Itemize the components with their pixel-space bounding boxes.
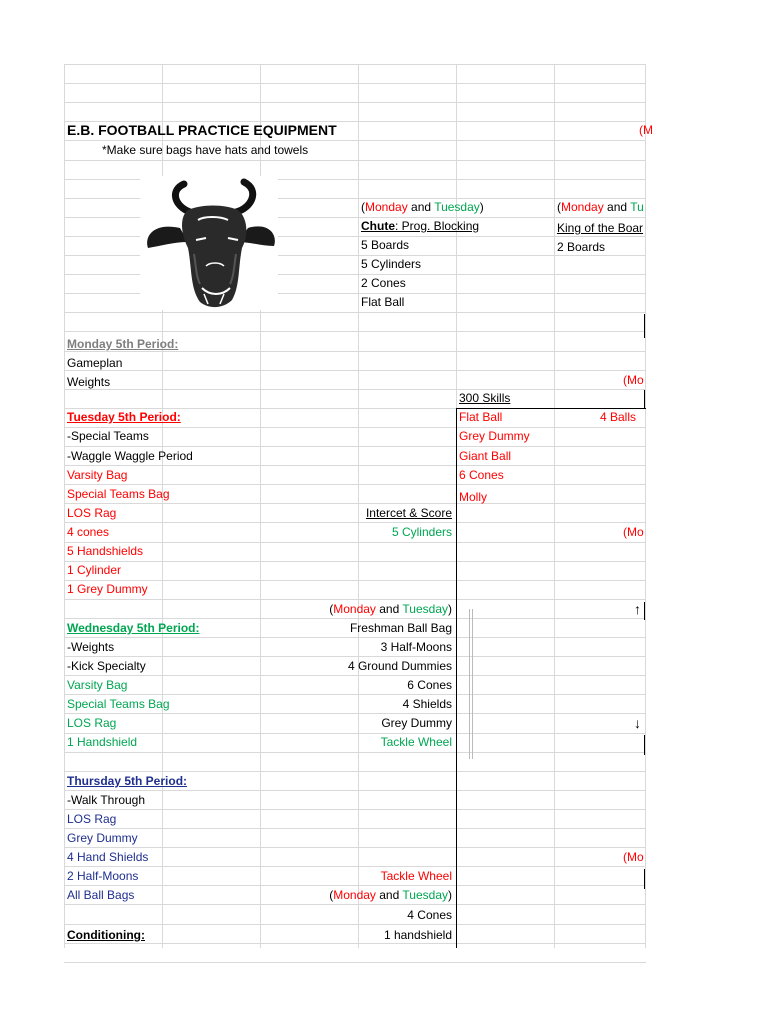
grid-col-line	[358, 64, 359, 948]
grid-row-line	[64, 389, 646, 390]
thursday-side-item: Tackle Wheel	[380, 869, 452, 883]
border-line	[472, 609, 473, 759]
grid-col-line	[64, 64, 65, 948]
freshman-item: 4 Shields	[402, 697, 452, 711]
freshman-days: (Monday and Tuesday)	[329, 602, 452, 616]
king-item: 2 Boards	[557, 240, 606, 254]
wednesday-item: LOS Rag	[67, 716, 117, 730]
border-line	[644, 735, 645, 755]
border-line	[644, 314, 645, 338]
wednesday-item: Special Teams Bag	[67, 697, 170, 711]
grid-row-line	[64, 866, 646, 867]
border-line	[644, 869, 645, 889]
grid-row-line	[64, 904, 646, 905]
tuesday-item: Varsity Bag	[67, 468, 128, 482]
chute-item: 5 Boards	[361, 238, 410, 252]
wednesday-item: Varsity Bag	[67, 678, 128, 692]
grid-row-line	[64, 943, 646, 944]
mo-fragment: (Mo	[623, 373, 644, 387]
wednesday-item: -Kick Specialty	[67, 659, 146, 673]
grid-row-line	[64, 962, 646, 963]
grid-row-line	[64, 522, 646, 523]
grid-row-line	[64, 847, 646, 848]
chute-item: 5 Cylinders	[361, 257, 422, 271]
king-days: (Monday and Tu	[557, 200, 644, 214]
freshman-item: Tackle Wheel	[380, 735, 452, 749]
grid-col-line	[554, 64, 555, 948]
border-line	[469, 609, 470, 759]
king-header: King of the Boar	[557, 221, 644, 235]
skills-item: Molly	[459, 490, 488, 504]
skills-header: 300 Skills	[459, 391, 511, 405]
tuesday-item: 4 cones	[67, 525, 110, 539]
grid-row-line	[64, 694, 646, 695]
bull-logo	[140, 176, 278, 310]
monday-item: Weights	[67, 375, 111, 389]
grid-row-line	[64, 713, 646, 714]
grid-row-line	[64, 465, 646, 466]
tuesday-item: -Special Teams	[67, 429, 149, 443]
wednesday-item: -Weights	[67, 640, 115, 654]
thursday-side-days: (Monday and Tuesday)	[329, 888, 452, 902]
skills-item: Grey Dummy	[459, 429, 530, 443]
thursday-header: Thursday 5th Period:	[67, 774, 188, 788]
grid-row-line	[64, 140, 646, 141]
grid-row-line	[64, 599, 646, 600]
tuesday-item: -Waggle Waggle Period	[67, 449, 193, 463]
grid-row-line	[64, 924, 646, 925]
chute-item: Flat Ball	[361, 295, 405, 309]
wednesday-item: 1 Handshield	[67, 735, 138, 749]
border-line	[456, 408, 646, 409]
intercept-item: 5 Cylinders	[391, 525, 452, 539]
thursday-item: Grey Dummy	[67, 831, 138, 845]
mo-fragment: (Mo	[623, 850, 644, 864]
grid-row-line	[64, 64, 646, 65]
arrow-down-icon: ↓	[634, 715, 641, 731]
monday-header: Monday 5th Period:	[67, 337, 179, 351]
thursday-item: All Ball Bags	[67, 888, 135, 902]
tuesday-header: Tuesday 5th Period:	[67, 410, 181, 424]
tuesday-item: 1 Grey Dummy	[67, 582, 148, 596]
freshman-item: 6 Cones	[407, 678, 452, 692]
grid-row-line	[64, 427, 646, 428]
tuesday-item: 1 Cylinder	[67, 563, 122, 577]
freshman-item: 3 Half-Moons	[380, 640, 452, 654]
grid-row-line	[64, 102, 646, 103]
skills-balls: 4 Balls	[600, 410, 637, 424]
thursday-item: 4 Hand Shields	[67, 850, 149, 864]
grid-row-line	[64, 809, 646, 810]
grid-row-line	[64, 752, 646, 753]
tuesday-item: 5 Handshields	[67, 544, 144, 558]
top-right-fragment: (M	[639, 123, 653, 137]
grid-row-line	[64, 83, 646, 84]
chute-days: (Monday and Tuesday)	[361, 200, 484, 214]
grid-row-line	[64, 542, 646, 543]
thursday-item: LOS Rag	[67, 812, 117, 826]
mo-fragment: (Mo	[623, 525, 644, 539]
monday-item: Gameplan	[67, 356, 123, 370]
thursday-item: 2 Half-Moons	[67, 869, 139, 883]
grid-row-line	[64, 446, 646, 447]
wednesday-header: Wednesday 5th Period:	[67, 621, 200, 635]
grid-row-line	[64, 160, 646, 161]
grid-row-line	[64, 656, 646, 657]
chute-header: Chute: Prog. Blocking	[361, 219, 480, 233]
note-text: *Make sure bags have hats and towels	[102, 143, 309, 157]
thursday-side-item: 1 handshield	[383, 928, 452, 942]
grid-row-line	[64, 312, 646, 313]
arrow-up-icon: ↑	[634, 601, 641, 617]
grid-row-line	[64, 503, 646, 504]
grid-row-line	[64, 331, 646, 332]
freshman-item: Grey Dummy	[381, 716, 452, 730]
intercept-header: Intercet & Score	[365, 506, 452, 520]
grid-row-line	[64, 675, 646, 676]
grid-row-line	[64, 561, 646, 562]
tuesday-item: Special Teams Bag	[67, 487, 170, 501]
border-line	[644, 602, 645, 620]
grid-row-line	[64, 618, 646, 619]
grid-col-line	[645, 64, 646, 948]
grid-row-line	[64, 733, 646, 734]
page-title: E.B. FOOTBALL PRACTICE EQUIPMENT	[67, 122, 337, 138]
freshman-item: Freshman Ball Bag	[349, 621, 452, 635]
grid-row-line	[64, 828, 646, 829]
grid-row-line	[64, 484, 646, 485]
grid-row-line	[64, 790, 646, 791]
skills-item: Flat Ball	[459, 410, 503, 424]
conditioning-header: Conditioning:	[67, 928, 145, 942]
skills-item: 6 Cones	[459, 468, 504, 482]
grid-row-line	[64, 771, 646, 772]
grid-row-line	[64, 885, 646, 886]
skills-item: Giant Ball	[459, 449, 512, 463]
grid-row-line	[64, 637, 646, 638]
thursday-item: -Walk Through	[67, 793, 146, 807]
thursday-side-item: 4 Cones	[407, 908, 452, 922]
border-line	[456, 408, 457, 948]
tuesday-item: LOS Rag	[67, 506, 117, 520]
border-line	[644, 390, 645, 408]
chute-item: 2 Cones	[361, 276, 406, 290]
grid-row-line	[64, 580, 646, 581]
spreadsheet	[64, 64, 653, 948]
freshman-item: 4 Ground Dummies	[347, 659, 452, 673]
grid-row-line	[64, 370, 646, 371]
